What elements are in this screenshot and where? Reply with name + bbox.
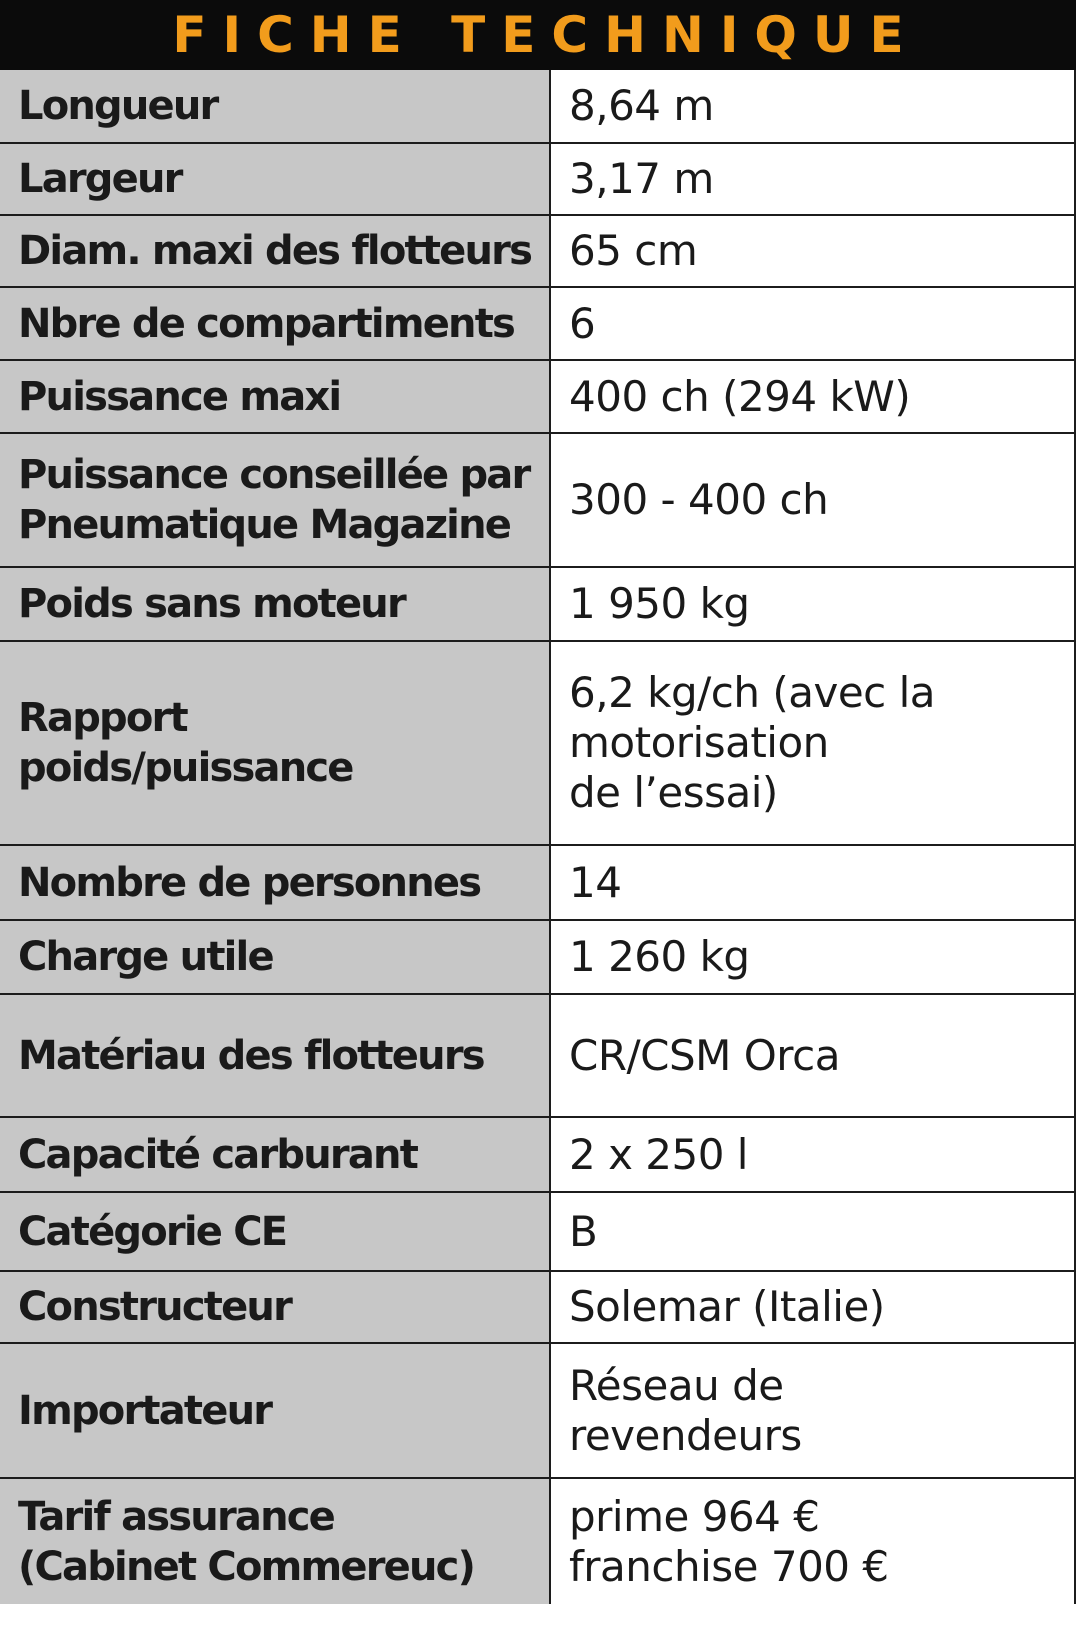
table-row: [0, 567, 1075, 641]
row-value-cell: [550, 1117, 1075, 1192]
table-row: [0, 143, 1075, 215]
row-value: 65 cm: [569, 226, 698, 275]
row-label: Capacité carburant: [18, 1131, 418, 1178]
row-value: prime 964 € franchise 700 €: [569, 1491, 889, 1591]
row-label-cell: [0, 360, 550, 433]
row-value: 1 950 kg: [569, 579, 750, 628]
row-value: Réseau de revendeurs: [569, 1360, 802, 1460]
row-label-cell: [0, 287, 550, 360]
row-label-cell: [0, 143, 550, 215]
row-label-cell: [0, 567, 550, 641]
row-label-cell: [0, 641, 550, 845]
row-label: Puissance conseillée par Pneumatique Magazine: [18, 452, 530, 548]
table-row: [0, 287, 1075, 360]
row-value-cell: [550, 920, 1075, 994]
row-label-cell: [0, 215, 550, 287]
row-value: 400 ch (294 kW): [569, 371, 911, 421]
row-label-cell: [0, 1343, 550, 1478]
row-value-cell: [550, 360, 1075, 433]
row-label: Constructeur: [18, 1284, 292, 1330]
row-value: Solemar (Italie): [569, 1282, 885, 1331]
row-value-cell: [550, 994, 1075, 1117]
table-row: [0, 920, 1075, 994]
row-label: Largeur: [18, 156, 182, 202]
row-label-cell: [0, 1192, 550, 1271]
table-row: [0, 994, 1075, 1117]
row-label-cell: [0, 1117, 550, 1192]
page-title: FICHE TECHNIQUE: [172, 6, 920, 64]
row-value-cell: [550, 1343, 1075, 1478]
row-value: 300 - 400 ch: [569, 475, 829, 524]
row-value-cell: [550, 70, 1075, 143]
row-label: Tarif assurance (Cabinet Commereuc): [18, 1493, 475, 1590]
row-value-cell: [550, 215, 1075, 287]
row-value: 3,17 m: [569, 154, 714, 203]
table-row: [0, 1478, 1075, 1604]
row-value: 1 260 kg: [569, 932, 750, 981]
row-value-cell: [550, 1478, 1075, 1604]
row-value-cell: [550, 287, 1075, 360]
row-label: Importateur: [18, 1387, 272, 1434]
table-row: [0, 433, 1075, 567]
row-value-cell: [550, 845, 1075, 920]
table-row: [0, 1271, 1075, 1343]
spec-table: [0, 70, 1076, 1604]
row-label: Poids sans moteur: [18, 581, 405, 627]
row-value: 8,64 m: [569, 81, 714, 130]
row-label: Nbre de compartiments: [18, 300, 515, 347]
row-value-cell: [550, 1192, 1075, 1271]
row-label-cell: [0, 845, 550, 920]
row-label-cell: [0, 1478, 550, 1604]
row-label-cell: [0, 994, 550, 1117]
row-label-cell: [0, 433, 550, 567]
table-row: [0, 215, 1075, 287]
header-bar: [0, 0, 1076, 70]
row-label: Matériau des flotteurs: [18, 1032, 484, 1079]
row-value: 6: [569, 298, 596, 348]
row-value: 14: [569, 857, 622, 907]
row-value: 2 x 250 l: [569, 1129, 748, 1179]
row-label: Puissance maxi: [18, 373, 341, 420]
row-value-cell: [550, 1271, 1075, 1343]
table-row: [0, 845, 1075, 920]
row-value-cell: [550, 143, 1075, 215]
row-label-cell: [0, 920, 550, 994]
row-value: B: [569, 1206, 598, 1256]
table-row: [0, 1192, 1075, 1271]
row-label: Charge utile: [18, 934, 273, 980]
table-row: [0, 1343, 1075, 1478]
row-value-cell: [550, 433, 1075, 567]
table-row: [0, 360, 1075, 433]
row-value: CR/CSM Orca: [569, 1030, 840, 1080]
row-label: Rapport poids/puissance: [18, 695, 353, 791]
table-row: [0, 70, 1075, 143]
row-value-cell: [550, 641, 1075, 845]
row-value-cell: [550, 567, 1075, 641]
row-label-cell: [0, 1271, 550, 1343]
table-row: [0, 1117, 1075, 1192]
row-value: 6,2 kg/ch (avec la motorisation de l’essai): [569, 668, 936, 817]
row-label-cell: [0, 70, 550, 143]
row-label: Diam. maxi des flotteurs: [18, 228, 532, 274]
table-row: [0, 641, 1075, 845]
row-label: Catégorie CE: [18, 1208, 287, 1255]
row-label: Nombre de personnes: [18, 859, 481, 906]
row-label: Longueur: [18, 83, 218, 129]
